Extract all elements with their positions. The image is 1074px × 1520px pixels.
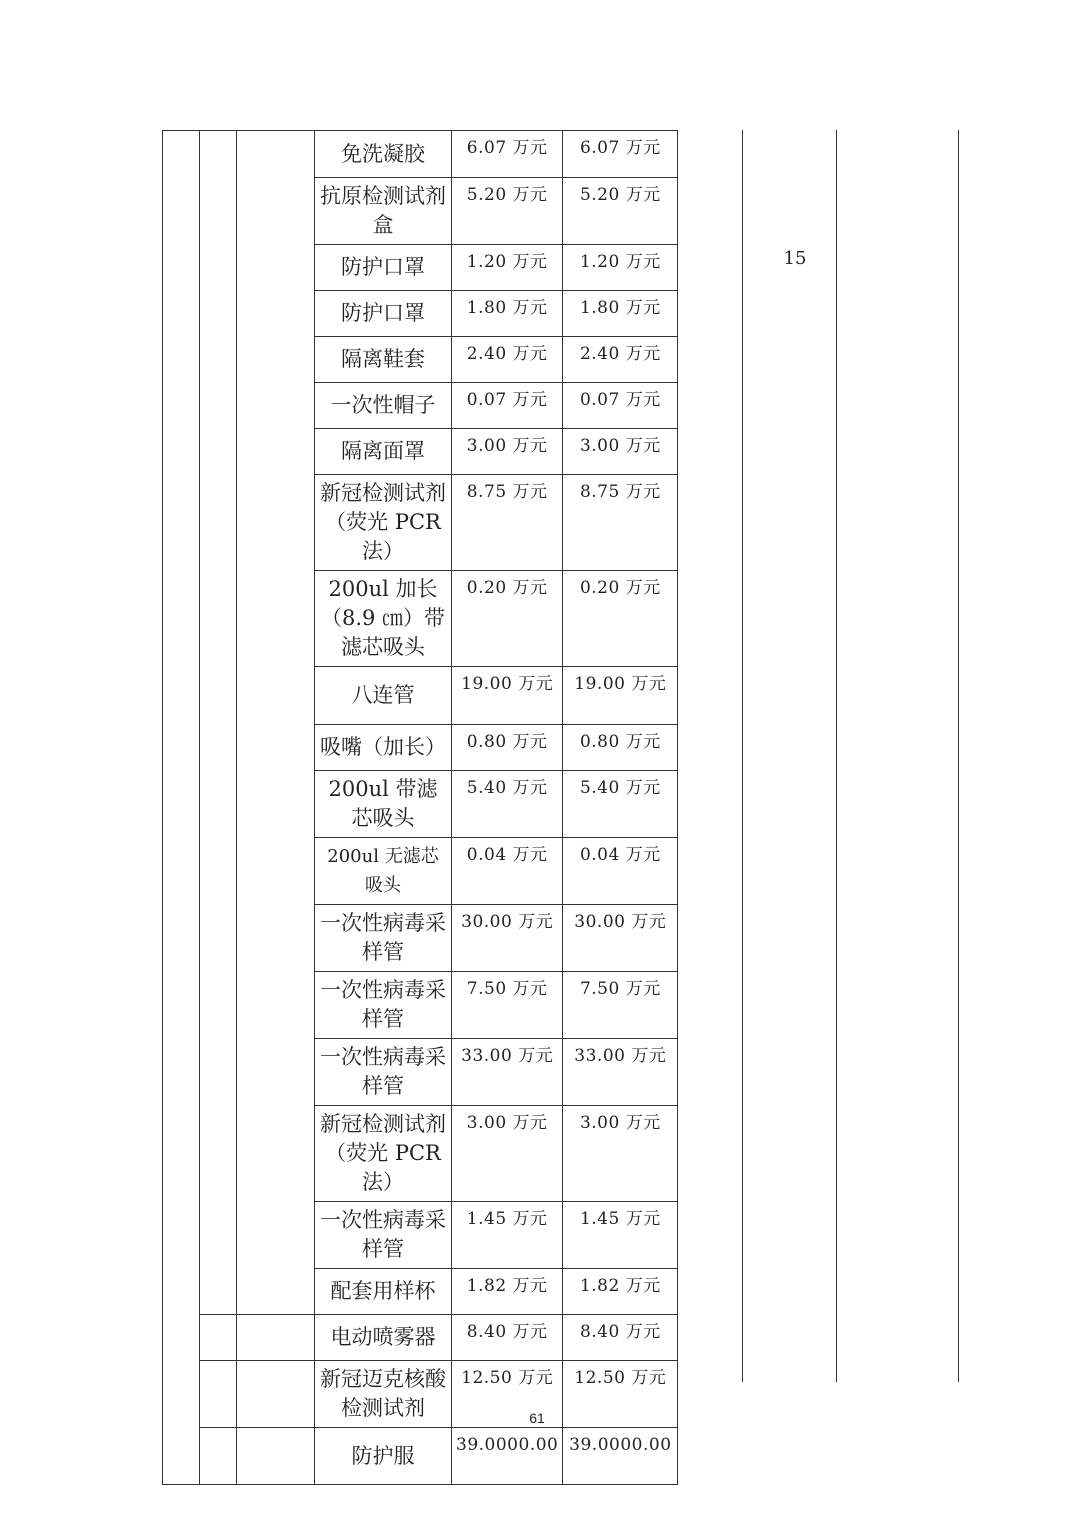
table-row — [163, 771, 678, 838]
item-name-cell: 八连管 — [315, 667, 452, 725]
amount-cell: 5.20 万元 — [563, 178, 678, 245]
table-row — [163, 1428, 678, 1485]
table-row — [163, 1315, 678, 1361]
blank-cell — [237, 1106, 315, 1202]
table-row — [163, 1039, 678, 1106]
item-name-cell: 一次性病毒采样管 — [315, 972, 452, 1039]
blank-cell — [200, 475, 237, 571]
amount-cell: 0.80 万元 — [563, 725, 678, 771]
amount-cell: 33.00 万元 — [563, 1039, 678, 1106]
item-name-cell: 一次性帽子 — [315, 383, 452, 429]
table-row — [163, 131, 678, 178]
amount-cell: 1.82 万元 — [452, 1269, 563, 1315]
blank-cell — [200, 337, 237, 383]
blank-cell — [200, 178, 237, 245]
amount-cell: 1.80 万元 — [452, 291, 563, 337]
blank-cell — [163, 1428, 200, 1485]
blank-cell — [200, 905, 237, 972]
blank-cell — [200, 1039, 237, 1106]
amount-cell: 7.50 万元 — [452, 972, 563, 1039]
item-name-cell: 电动喷雾器 — [315, 1315, 452, 1361]
amount-cell: 5.40 万元 — [563, 771, 678, 838]
blank-cell — [237, 838, 315, 905]
blank-cell — [237, 571, 315, 667]
amount-cell: 6.07 万元 — [563, 131, 678, 178]
blank-cell — [163, 972, 200, 1039]
blank-cell — [237, 1269, 315, 1315]
blank-cell — [200, 725, 237, 771]
blank-cell — [237, 131, 315, 178]
blank-cell — [237, 383, 315, 429]
item-name-cell: 200ul 带滤芯吸头 — [315, 771, 452, 838]
amount-cell: 2.40 万元 — [452, 337, 563, 383]
blank-cell — [237, 475, 315, 571]
amount-cell: 39.0000.00 — [452, 1428, 563, 1485]
page-number: 61 — [529, 1410, 545, 1426]
item-name-cell: 新冠检测试剂（荧光 PCR 法） — [315, 1106, 452, 1202]
item-name-cell: 抗原检测试剂盒 — [315, 178, 452, 245]
item-name-cell: 防护口罩 — [315, 245, 452, 291]
amount-cell: 30.00 万元 — [452, 905, 563, 972]
amount-cell: 5.20 万元 — [452, 178, 563, 245]
table-row — [163, 1269, 678, 1315]
item-name-cell: 200ul 无滤芯吸头 — [315, 838, 452, 905]
amount-cell: 19.00 万元 — [452, 667, 563, 725]
amount-cell: 12.50 万元 — [563, 1361, 678, 1428]
blank-cell — [200, 131, 237, 178]
blank-cell — [200, 1269, 237, 1315]
table-row — [163, 1106, 678, 1202]
amount-cell: 8.40 万元 — [563, 1315, 678, 1361]
amount-cell: 0.20 万元 — [452, 571, 563, 667]
item-name-cell: 一次性病毒采样管 — [315, 1039, 452, 1106]
blank-cell — [163, 291, 200, 337]
blank-cell — [163, 131, 200, 178]
table-body — [163, 131, 678, 1485]
amount-cell: 0.04 万元 — [563, 838, 678, 905]
amount-cell: 3.00 万元 — [563, 1106, 678, 1202]
blank-cell — [163, 429, 200, 475]
blank-cell — [237, 1202, 315, 1269]
column-divider — [742, 130, 743, 1382]
table-row — [163, 245, 678, 291]
table-row — [163, 838, 678, 905]
blank-cell — [200, 1315, 237, 1361]
amount-cell: 19.00 万元 — [563, 667, 678, 725]
amount-cell: 2.40 万元 — [563, 337, 678, 383]
amount-cell: 8.75 万元 — [452, 475, 563, 571]
amount-cell: 0.80 万元 — [452, 725, 563, 771]
amount-cell: 1.20 万元 — [563, 245, 678, 291]
amount-cell: 39.0000.00 — [563, 1428, 678, 1485]
merged-cell-value: 15 — [783, 248, 807, 269]
blank-cell — [237, 1315, 315, 1361]
blank-cell — [237, 429, 315, 475]
amount-cell: 0.07 万元 — [452, 383, 563, 429]
amount-cell: 7.50 万元 — [563, 972, 678, 1039]
amount-cell: 6.07 万元 — [452, 131, 563, 178]
amount-cell: 3.00 万元 — [452, 1106, 563, 1202]
amount-cell: 1.45 万元 — [452, 1202, 563, 1269]
item-name-cell: 一次性病毒采样管 — [315, 1202, 452, 1269]
blank-cell — [237, 245, 315, 291]
blank-cell — [237, 972, 315, 1039]
amount-cell: 0.20 万元 — [563, 571, 678, 667]
blank-cell — [200, 1428, 237, 1485]
blank-cell — [163, 1039, 200, 1106]
blank-cell — [163, 838, 200, 905]
column-divider — [836, 130, 837, 1382]
blank-cell — [200, 1202, 237, 1269]
table-row — [163, 429, 678, 475]
item-name-cell: 新冠迈克核酸检测试剂 — [315, 1361, 452, 1428]
blank-cell — [200, 383, 237, 429]
item-name-cell: 一次性病毒采样管 — [315, 905, 452, 972]
item-name-cell: 吸嘴（加长） — [315, 725, 452, 771]
table-row — [163, 905, 678, 972]
amount-cell: 8.75 万元 — [563, 475, 678, 571]
amount-cell: 8.40 万元 — [452, 1315, 563, 1361]
blank-cell — [200, 571, 237, 667]
blank-cell — [200, 245, 237, 291]
amount-cell: 30.00 万元 — [563, 905, 678, 972]
item-name-cell: 200ul 加长（8.9 ㎝）带滤芯吸头 — [315, 571, 452, 667]
blank-cell — [237, 178, 315, 245]
blank-cell — [200, 429, 237, 475]
item-name-cell: 防护口罩 — [315, 291, 452, 337]
data-table — [162, 130, 678, 1485]
blank-cell — [163, 337, 200, 383]
table-row — [163, 291, 678, 337]
amount-cell: 12.50 万元 — [452, 1361, 563, 1428]
amount-cell: 1.80 万元 — [563, 291, 678, 337]
column-divider — [958, 130, 959, 1382]
blank-cell — [163, 178, 200, 245]
blank-cell — [200, 667, 237, 725]
table-row — [163, 475, 678, 571]
blank-cell — [200, 1106, 237, 1202]
blank-cell — [237, 291, 315, 337]
blank-cell — [237, 667, 315, 725]
amount-cell: 0.04 万元 — [452, 838, 563, 905]
table-row — [163, 972, 678, 1039]
blank-cell — [237, 1428, 315, 1485]
blank-cell — [163, 667, 200, 725]
amount-cell: 3.00 万元 — [563, 429, 678, 475]
item-name-cell: 免洗凝胶 — [315, 131, 452, 178]
amount-cell: 0.07 万元 — [563, 383, 678, 429]
blank-cell — [163, 771, 200, 838]
amount-cell: 1.45 万元 — [563, 1202, 678, 1269]
item-name-cell: 隔离面罩 — [315, 429, 452, 475]
blank-cell — [163, 1202, 200, 1269]
table-row — [163, 571, 678, 667]
blank-cell — [237, 771, 315, 838]
amount-cell: 1.82 万元 — [563, 1269, 678, 1315]
blank-cell — [163, 905, 200, 972]
blank-cell — [163, 475, 200, 571]
item-name-cell: 防护服 — [315, 1428, 452, 1485]
blank-cell — [237, 905, 315, 972]
table-row — [163, 1202, 678, 1269]
blank-cell — [163, 1269, 200, 1315]
blank-cell — [200, 838, 237, 905]
blank-cell — [237, 725, 315, 771]
blank-cell — [163, 383, 200, 429]
item-name-cell: 隔离鞋套 — [315, 337, 452, 383]
table-row — [163, 667, 678, 725]
amount-cell: 1.20 万元 — [452, 245, 563, 291]
table-row — [163, 383, 678, 429]
blank-cell — [163, 725, 200, 771]
blank-cell — [163, 1315, 200, 1361]
amount-cell: 5.40 万元 — [452, 771, 563, 838]
table-row — [163, 337, 678, 383]
blank-cell — [163, 571, 200, 667]
blank-cell — [237, 337, 315, 383]
blank-cell — [200, 972, 237, 1039]
blank-cell — [237, 1039, 315, 1106]
table-row — [163, 178, 678, 245]
amount-cell: 33.00 万元 — [452, 1039, 563, 1106]
item-name-cell: 配套用样杯 — [315, 1269, 452, 1315]
blank-cell — [200, 771, 237, 838]
blank-cell — [163, 1106, 200, 1202]
table-row — [163, 725, 678, 771]
amount-cell: 3.00 万元 — [452, 429, 563, 475]
blank-cell — [163, 245, 200, 291]
blank-cell — [200, 291, 237, 337]
item-name-cell: 新冠检测试剂（荧光 PCR 法） — [315, 475, 452, 571]
